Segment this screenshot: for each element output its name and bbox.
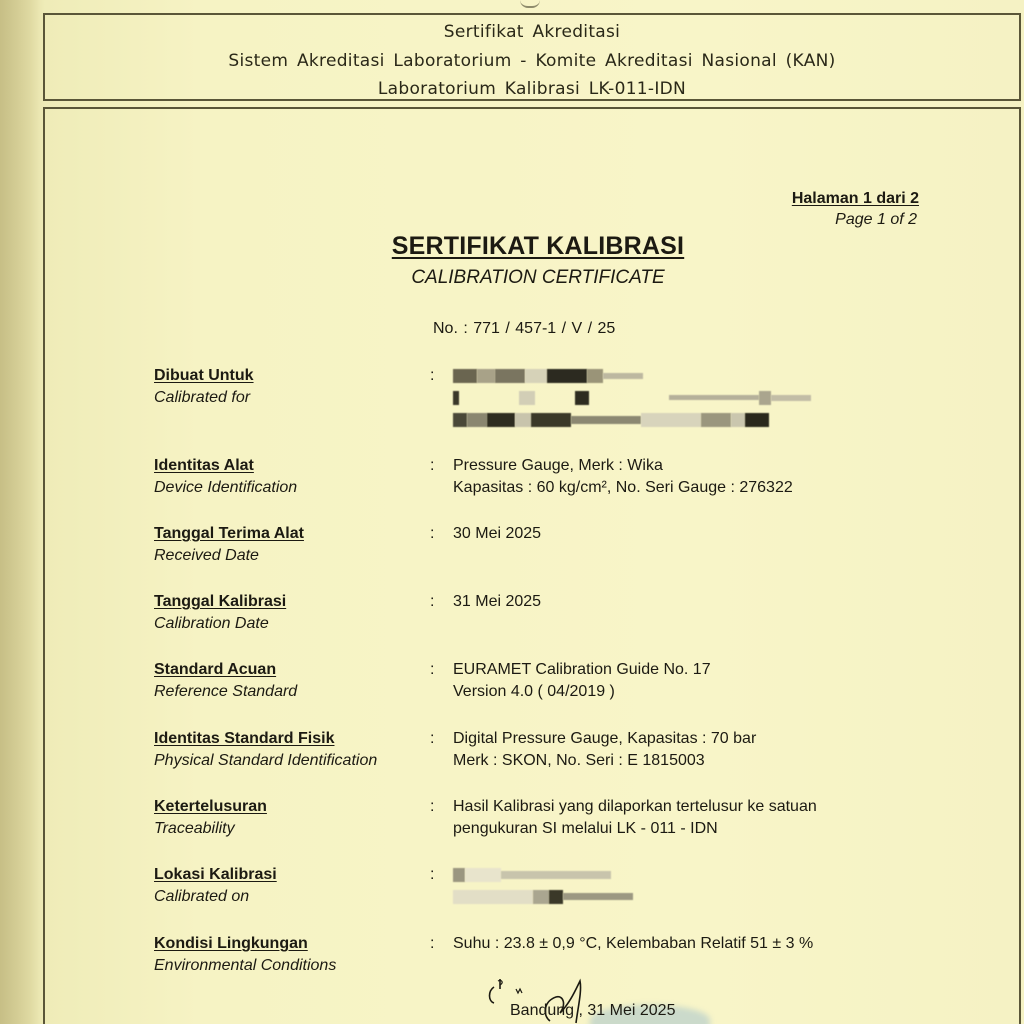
field-value: Hasil Kalibrasi yang dilaporkan tertelusur ke satuan pengukuran SI melalui LK - 011 - IDN [453, 798, 817, 837]
field-label-id: Identitas Alat [154, 457, 254, 474]
field-colon: : [430, 525, 435, 542]
page-number-en: Page 1 of 2 [835, 211, 917, 228]
header-line-1: Sertifikat Akreditasi [443, 22, 621, 42]
field-label-id: Lokasi Kalibrasi [154, 866, 277, 883]
field-label-id: Dibuat Untuk [154, 367, 254, 384]
field-label-id: Standard Acuan [154, 661, 277, 678]
field-value: Digital Pressure Gauge, Kapasitas : 70 bar Merk : SKON, No. Seri : E 1815003 [453, 730, 757, 769]
field-label-en: Calibration Date [154, 615, 269, 632]
field-label-en: Calibrated for [154, 389, 251, 406]
field-label-en: Device Identification [154, 479, 298, 496]
field-label-en: Received Date [154, 547, 259, 564]
signature-block [480, 975, 740, 1024]
field-value: Suhu : 23.8 ± 0,9 °C, Kelembaban Relatif 51 ± 3 % [453, 935, 814, 952]
field-label-id: Kondisi Lingkungan [154, 935, 308, 952]
title-en: CALIBRATION CERTIFICATE [411, 267, 665, 288]
field-colon: : [430, 661, 435, 678]
page-number [792, 190, 919, 229]
field-label-en: Physical Standard Identification [154, 752, 378, 769]
field-colon: : [430, 798, 435, 815]
binding-mark [520, 0, 540, 8]
accreditation-header [43, 13, 1021, 101]
field-value: 30 Mei 2025 [453, 525, 542, 542]
field-label-en: Calibrated on [154, 888, 250, 905]
field-colon: : [430, 593, 435, 610]
field-value: Pressure Gauge, Merk : Wika Kapasitas : 60 kg/cm², No. Seri Gauge : 276322 [453, 457, 793, 496]
field-colon: : [430, 935, 435, 952]
field-value-redacted [453, 864, 633, 908]
field-value-redacted [453, 365, 811, 431]
field-label-en: Traceability [154, 820, 235, 837]
page-number-id: Halaman 1 dari 2 [791, 190, 919, 207]
certificate-title [0, 232, 1024, 289]
field-label-id: Ketertelusuran [154, 798, 267, 815]
page-edge-shadow [0, 0, 40, 1024]
field-colon: : [430, 367, 435, 384]
field-value: 31 Mei 2025 [453, 593, 542, 610]
field-colon: : [430, 457, 435, 474]
header-line-3: Laboratorium Kalibrasi LK-011-IDN [377, 79, 687, 99]
header-line-2: Sistem Akreditasi Laboratorium - Komite Akreditasi Nasional (KAN) [228, 51, 836, 71]
place-and-date: Bandung , 31 Mei 2025 [510, 1002, 676, 1019]
certificate-number: No. : 771 / 457-1 / V / 25 [433, 320, 616, 337]
field-label-id: Tanggal Terima Alat [154, 525, 304, 542]
field-colon: : [430, 866, 435, 883]
field-label-id: Tanggal Kalibrasi [154, 593, 287, 610]
field-label-en: Reference Standard [154, 683, 298, 700]
title-id: SERTIFIKAT KALIBRASI [391, 232, 685, 260]
field-label-en: Environmental Conditions [154, 957, 337, 974]
field-colon: : [430, 730, 435, 747]
field-label-id: Identitas Standard Fisik [154, 730, 335, 747]
field-value: EURAMET Calibration Guide No. 17 Version 4.0 ( 04/2019 ) [453, 661, 711, 700]
